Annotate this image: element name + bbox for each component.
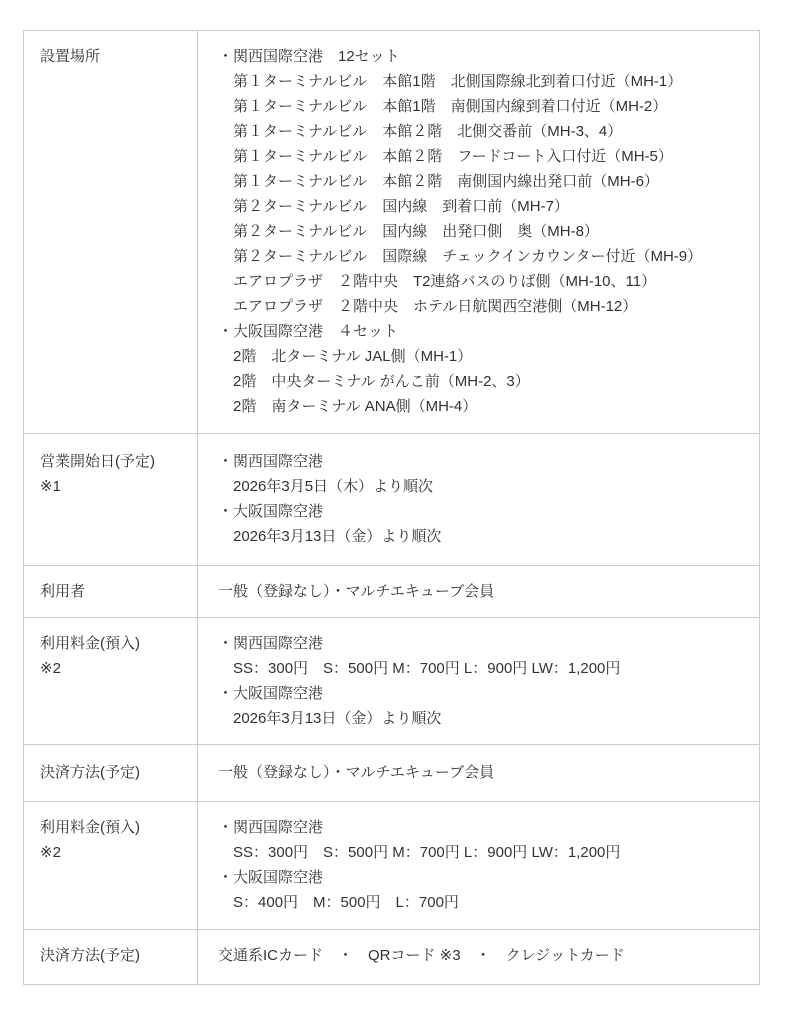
content-line: 2階 南ターミナル ANA側（MH-4）	[218, 398, 478, 415]
row-label-cell	[24, 802, 198, 929]
content-line: S：400円 M：500円 L：700円	[218, 894, 459, 911]
table-row-usage-fee-1	[24, 618, 759, 745]
row-content-cell	[198, 618, 759, 744]
content-line: ・関西国際空港	[218, 819, 324, 836]
content-line: ・大阪国際空港	[218, 685, 324, 702]
row-content-cell	[198, 745, 759, 801]
row-label-cell	[24, 930, 198, 984]
locker-spec-table	[23, 30, 760, 985]
row-label: 営業開始日(予定)	[40, 453, 155, 470]
row-content-cell	[198, 802, 759, 929]
content-line: 第１ターミナルビル 本館２階 南側国内線出発口前（MH-6）	[218, 173, 659, 190]
table-row-usage-fee-2	[24, 802, 759, 930]
row-label-note: ※1	[40, 478, 61, 495]
row-label-cell	[24, 745, 198, 801]
row-label-cell	[24, 618, 198, 744]
row-content-cell	[198, 930, 759, 984]
row-label: 決済方法(予定)	[40, 947, 140, 964]
table-row-installation-locations	[24, 31, 759, 434]
content-line: 2026年3月13日（金）より順次	[218, 528, 442, 545]
content-line: ・関西国際空港	[218, 635, 324, 652]
row-label: 利用料金(預入)	[40, 635, 140, 652]
content-line: SS：300円 S：500円 M：700円 L：900円 LW：1,200円	[218, 844, 621, 861]
row-label-cell	[24, 31, 198, 433]
row-content-cell	[198, 31, 759, 433]
content-line: ・大阪国際空港	[218, 869, 324, 886]
content-line: 第２ターミナルビル 国内線 出発口側 奥（MH-8）	[218, 223, 599, 240]
table-row-payment-method-1	[24, 745, 759, 802]
content-line: ・関西国際空港 12セット	[218, 48, 400, 65]
content-line: ・大阪国際空港 ４セット	[218, 323, 399, 340]
content-line: 2階 中央ターミナル がんこ前（MH-2、3）	[218, 373, 530, 390]
content-line: 第１ターミナルビル 本館1階 南側国内線到着口付近（MH-2）	[218, 98, 668, 115]
table-row-payment-method-2	[24, 930, 759, 984]
row-label-note: ※2	[40, 660, 61, 677]
content-line: 一般（登録なし）・マルチエキューブ会員	[218, 764, 495, 781]
content-line: ・関西国際空港	[218, 453, 324, 470]
row-content-cell	[198, 566, 759, 617]
content-line: 2026年3月13日（金）より順次	[218, 710, 442, 727]
content-line: ・大阪国際空港	[218, 503, 324, 520]
content-line: 第１ターミナルビル 本館1階 北側国際線北到着口付近（MH-1）	[218, 73, 683, 90]
content-line: 2階 北ターミナル JAL側（MH-1）	[218, 348, 473, 365]
row-label-cell	[24, 566, 198, 617]
content-line: 第１ターミナルビル 本館２階 フードコート入口付近（MH-5）	[218, 148, 673, 165]
content-line: 一般（登録なし）・マルチエキューブ会員	[218, 583, 495, 600]
table-row-users	[24, 566, 759, 618]
row-label: 利用料金(預入)	[40, 819, 140, 836]
row-content-cell	[198, 434, 759, 565]
content-line: 2026年3月5日（木）より順次	[218, 478, 434, 495]
content-line: エアロプラザ ２階中央 T2連絡バスのりば側（MH-10、11）	[218, 273, 657, 290]
row-label: 決済方法(予定)	[40, 764, 140, 781]
row-label-cell	[24, 434, 198, 565]
content-line: 第２ターミナルビル 国際線 チェックインカウンター付近（MH-9）	[218, 248, 703, 265]
row-label-note: ※2	[40, 844, 61, 861]
row-label: 利用者	[40, 583, 86, 600]
table-row-opening-date	[24, 434, 759, 566]
content-line: エアロプラザ ２階中央 ホテル日航関西空港側（MH-12）	[218, 298, 638, 315]
row-label: 設置場所	[40, 48, 101, 65]
content-line: 第２ターミナルビル 国内線 到着口前（MH-7）	[218, 198, 569, 215]
content-line: 交通系ICカード ・ QRコード ※3 ・ クレジットカード	[218, 947, 625, 964]
content-line: 第１ターミナルビル 本館２階 北側交番前（MH-3、4）	[218, 123, 623, 140]
content-line: SS：300円 S：500円 M：700円 L：900円 LW：1,200円	[218, 660, 621, 677]
